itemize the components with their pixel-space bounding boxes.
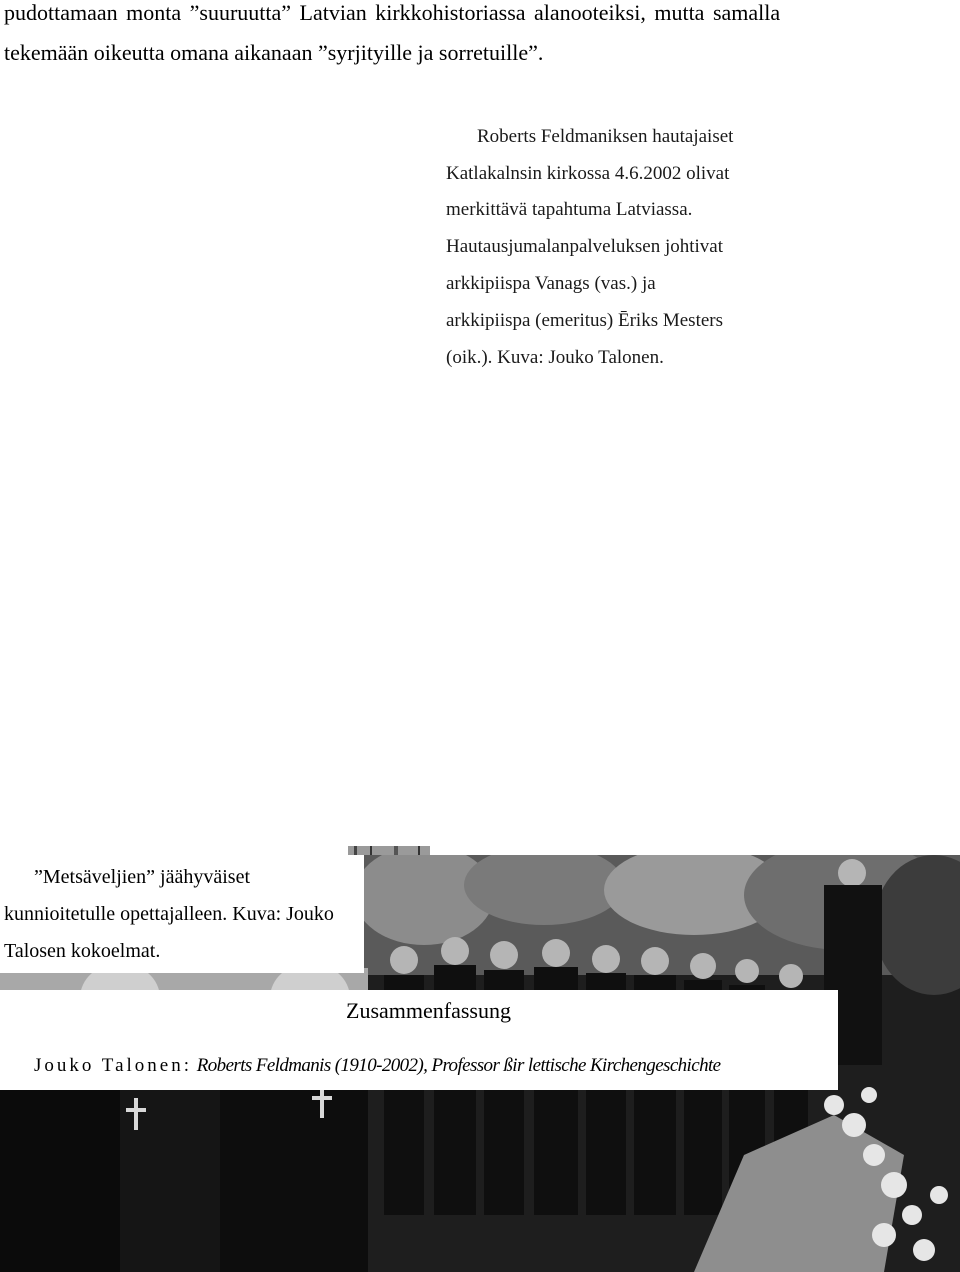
caption-top-line: arkkipiispa (emeritus) Ēriks Mesters [446, 310, 724, 331]
caption-top-line: arkkipiispa Vanags (vas.) ja [446, 273, 656, 294]
body-text-line: pudottamaan monta ”suuruutta” Latvian kirkkohistoriassa alanooteiksi, mutta samalla [4, 0, 781, 25]
photo-caption [0, 855, 364, 973]
caption-top-line: Katlakalnsin kirkossa 4.6.2002 olivat [446, 163, 730, 184]
summary-author: Jouko Talonen: [34, 1055, 193, 1076]
caption-top-line: (oik.). Kuva: Jouko Talonen. [446, 347, 664, 368]
summary-citation [34, 1054, 720, 1078]
photo-caption-line: ”Metsäveljien” jäähyväiset [34, 866, 251, 888]
summary-section [0, 990, 838, 1090]
summary-heading: Zusammenfassung [346, 998, 511, 1023]
caption-top-line: Roberts Feldmaniksen hautajaiset [477, 126, 734, 147]
caption-top-line: merkittävä tapahtuma Latviassa. [446, 199, 693, 220]
caption-top-line: Hautausjumalanpalveluksen johtivat [446, 236, 724, 257]
photo-caption-line: kunnioitetulle opettajalleen. Kuva: Jouko [4, 903, 334, 925]
summary-title: Roberts Feldmanis (1910-2002), Professor ßir lettische Kirchengeschichte [196, 1055, 721, 1076]
body-text-line: tekemään oikeutta omana aikanaan ”syrjityille ja sorretuille”. [4, 40, 544, 65]
photo-caption-line: Talosen kokoelmat. [4, 940, 161, 962]
